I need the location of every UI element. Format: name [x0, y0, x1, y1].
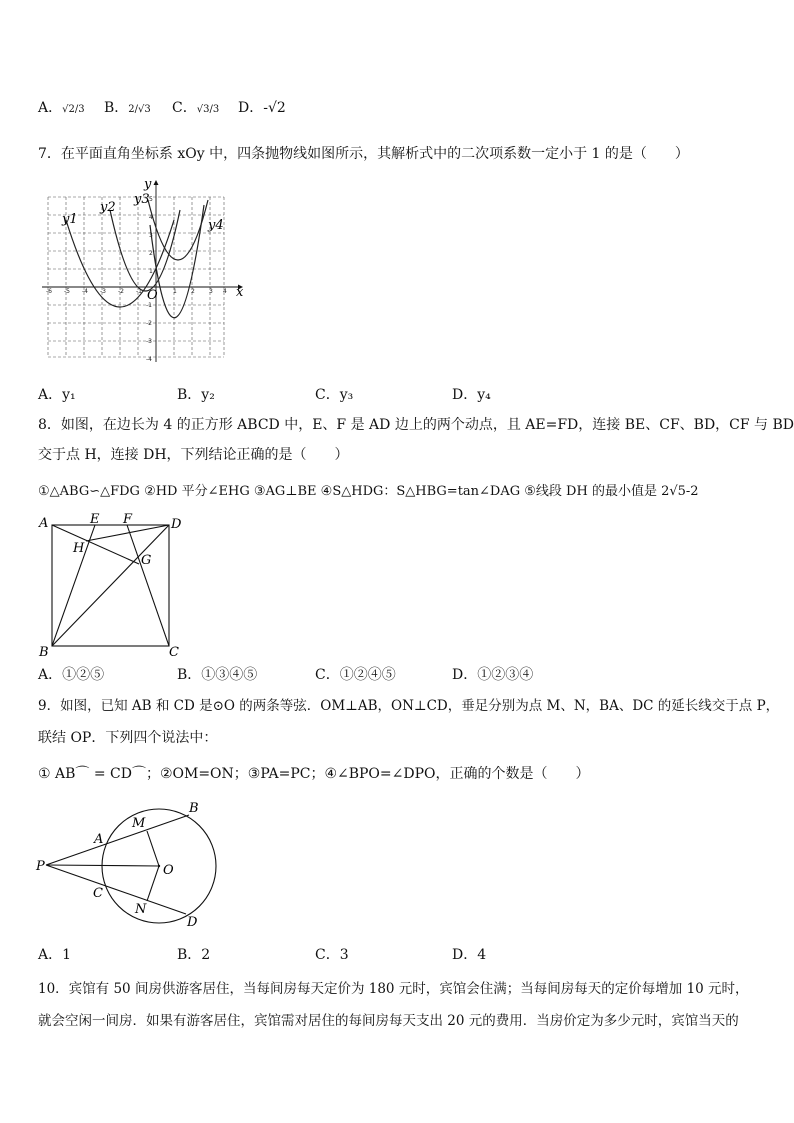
- svg-text:-5: -5: [64, 288, 70, 295]
- label-a: A: [39, 516, 49, 531]
- origin-label: O: [147, 288, 158, 303]
- q8-square-figure: [36, 510, 186, 660]
- q6-option-d: D．-√2: [238, 100, 286, 116]
- y-tick-labels: [146, 196, 153, 363]
- label-g: G: [141, 553, 152, 568]
- svg-text:-3: -3: [100, 288, 106, 295]
- svg-text:-4: -4: [82, 288, 88, 295]
- label-h: H: [73, 541, 85, 556]
- q8-statements: ①△ABG∽△FDG ②HD 平分∠EHG ③AG⊥BE ④S△HDG：S△HBG=tan∠DAG ⑤线段 DH 的最小值是 2√5-2: [38, 484, 699, 499]
- svg-text:4: 4: [223, 288, 227, 295]
- q6-option-b: B．2/√3: [104, 100, 151, 116]
- svg-text:4: 4: [149, 214, 153, 221]
- label-c: C: [169, 645, 179, 660]
- q10-text-line2: 就会空闲一间房．如果有游客居住，宾馆需对居住的每间房每天支出 20 元的费用．当房价定为多少元时，宾馆当天的: [38, 1013, 739, 1029]
- svg-text:-4: -4: [146, 356, 152, 363]
- label-m: M: [132, 816, 146, 831]
- curve-label-y1: y1: [62, 212, 78, 227]
- q8-text-line2: 交于点 H，连接 DH，下列结论正确的是（ ）: [38, 447, 349, 463]
- q8-option-a: A．①②⑤: [38, 667, 105, 683]
- svg-text:1: 1: [173, 288, 177, 295]
- segment-on: [147, 866, 159, 901]
- segment-pb: [46, 815, 189, 865]
- x-axis-label: x: [236, 285, 244, 300]
- label-e: E: [90, 512, 100, 527]
- q7-text: 7．在平面直角坐标系 xOy 中，四条抛物线如图所示，其解析式中的二次项系数一定小于 1 的是（ ）: [38, 146, 689, 162]
- curve-label-y3: y3: [134, 192, 150, 207]
- q9-circle-figure: [34, 800, 224, 930]
- q9-text-line2: 联结 OP．下列四个说法中：: [38, 730, 218, 746]
- y-axis-label: y: [144, 180, 152, 192]
- label-b: B: [39, 645, 49, 660]
- svg-text:3: 3: [149, 232, 153, 239]
- q6-option-c: C．√3/3: [172, 100, 220, 116]
- svg-text:-1: -1: [146, 302, 152, 309]
- q9-text-line1: 9．如图，已知 AB 和 CD 是⊙O 的两条等弦．OM⊥AB，ON⊥CD，垂足分别为点 M、N，BA、DC 的延长线交于点 P，: [38, 698, 780, 714]
- q7-option-a: A．y₁: [38, 387, 76, 403]
- q7-option-b: B．y₂: [177, 387, 215, 403]
- svg-text:-2: -2: [118, 288, 124, 295]
- label-d: D: [171, 517, 182, 532]
- q7-parabola-graph: [38, 180, 250, 365]
- q9-option-b: B．2: [177, 947, 211, 963]
- label-n: N: [135, 902, 147, 917]
- label-d: D: [187, 915, 198, 930]
- axes: [42, 184, 238, 362]
- svg-text:2: 2: [149, 250, 153, 257]
- segment-fc: [127, 525, 169, 646]
- q7-option-d: D．y₄: [452, 387, 491, 403]
- segment-bd: [52, 525, 169, 646]
- label-f: F: [123, 512, 133, 527]
- q9-statements: ① AB⌒ = CD⌒；②OM=ON；③PA=PC；④∠BPO=∠DPO，正确的个数是（ ）: [38, 766, 590, 782]
- curve-label-y4: y4: [208, 218, 224, 233]
- y-axis-arrow: [154, 180, 159, 185]
- q8-option-b: B．①③④⑤: [177, 667, 258, 683]
- label-a: A: [94, 832, 104, 847]
- curve-y2: [110, 210, 180, 291]
- svg-text:-6: -6: [46, 288, 52, 295]
- q10-text-line1: 10．宾馆有 50 间房供游客居住，当每间房每天定价为 180 元时，宾馆会住满；当每间房每天的定价每增加 10 元时，: [38, 981, 749, 997]
- x-tick-labels: [46, 288, 227, 295]
- q8-option-d: D．①②③④: [452, 667, 534, 683]
- svg-text:1: 1: [149, 268, 153, 275]
- svg-text:5: 5: [149, 196, 153, 203]
- label-c: C: [93, 886, 103, 901]
- q7-option-c: C．y₃: [315, 387, 354, 403]
- q9-option-d: D．4: [452, 947, 487, 963]
- q9-option-a: A．1: [38, 947, 72, 963]
- q8-option-c: C．①②④⑤: [315, 667, 396, 683]
- q9-option-c: C．3: [315, 947, 349, 963]
- q8-text-line1: 8．如图，在边长为 4 的正方形 ABCD 中，E、F 是 AD 边上的两个动点，且 AE=FD，连接 BE、CF、BD，CF 与 BD: [38, 417, 794, 433]
- svg-text:3: 3: [209, 288, 213, 295]
- label-p: P: [36, 859, 45, 874]
- curve-label-y2: y2: [100, 200, 116, 215]
- label-b: B: [189, 801, 199, 816]
- q6-option-a: A．√2/3: [38, 100, 85, 116]
- svg-text:-1: -1: [136, 288, 142, 295]
- svg-text:2: 2: [191, 288, 195, 295]
- segment-om: [147, 831, 159, 866]
- segment-ag: [52, 525, 139, 564]
- center-point-o: [158, 865, 160, 867]
- label-o: O: [163, 863, 174, 878]
- svg-text:-2: -2: [146, 320, 152, 327]
- svg-text:-3: -3: [146, 338, 152, 345]
- segment-po: [46, 865, 159, 866]
